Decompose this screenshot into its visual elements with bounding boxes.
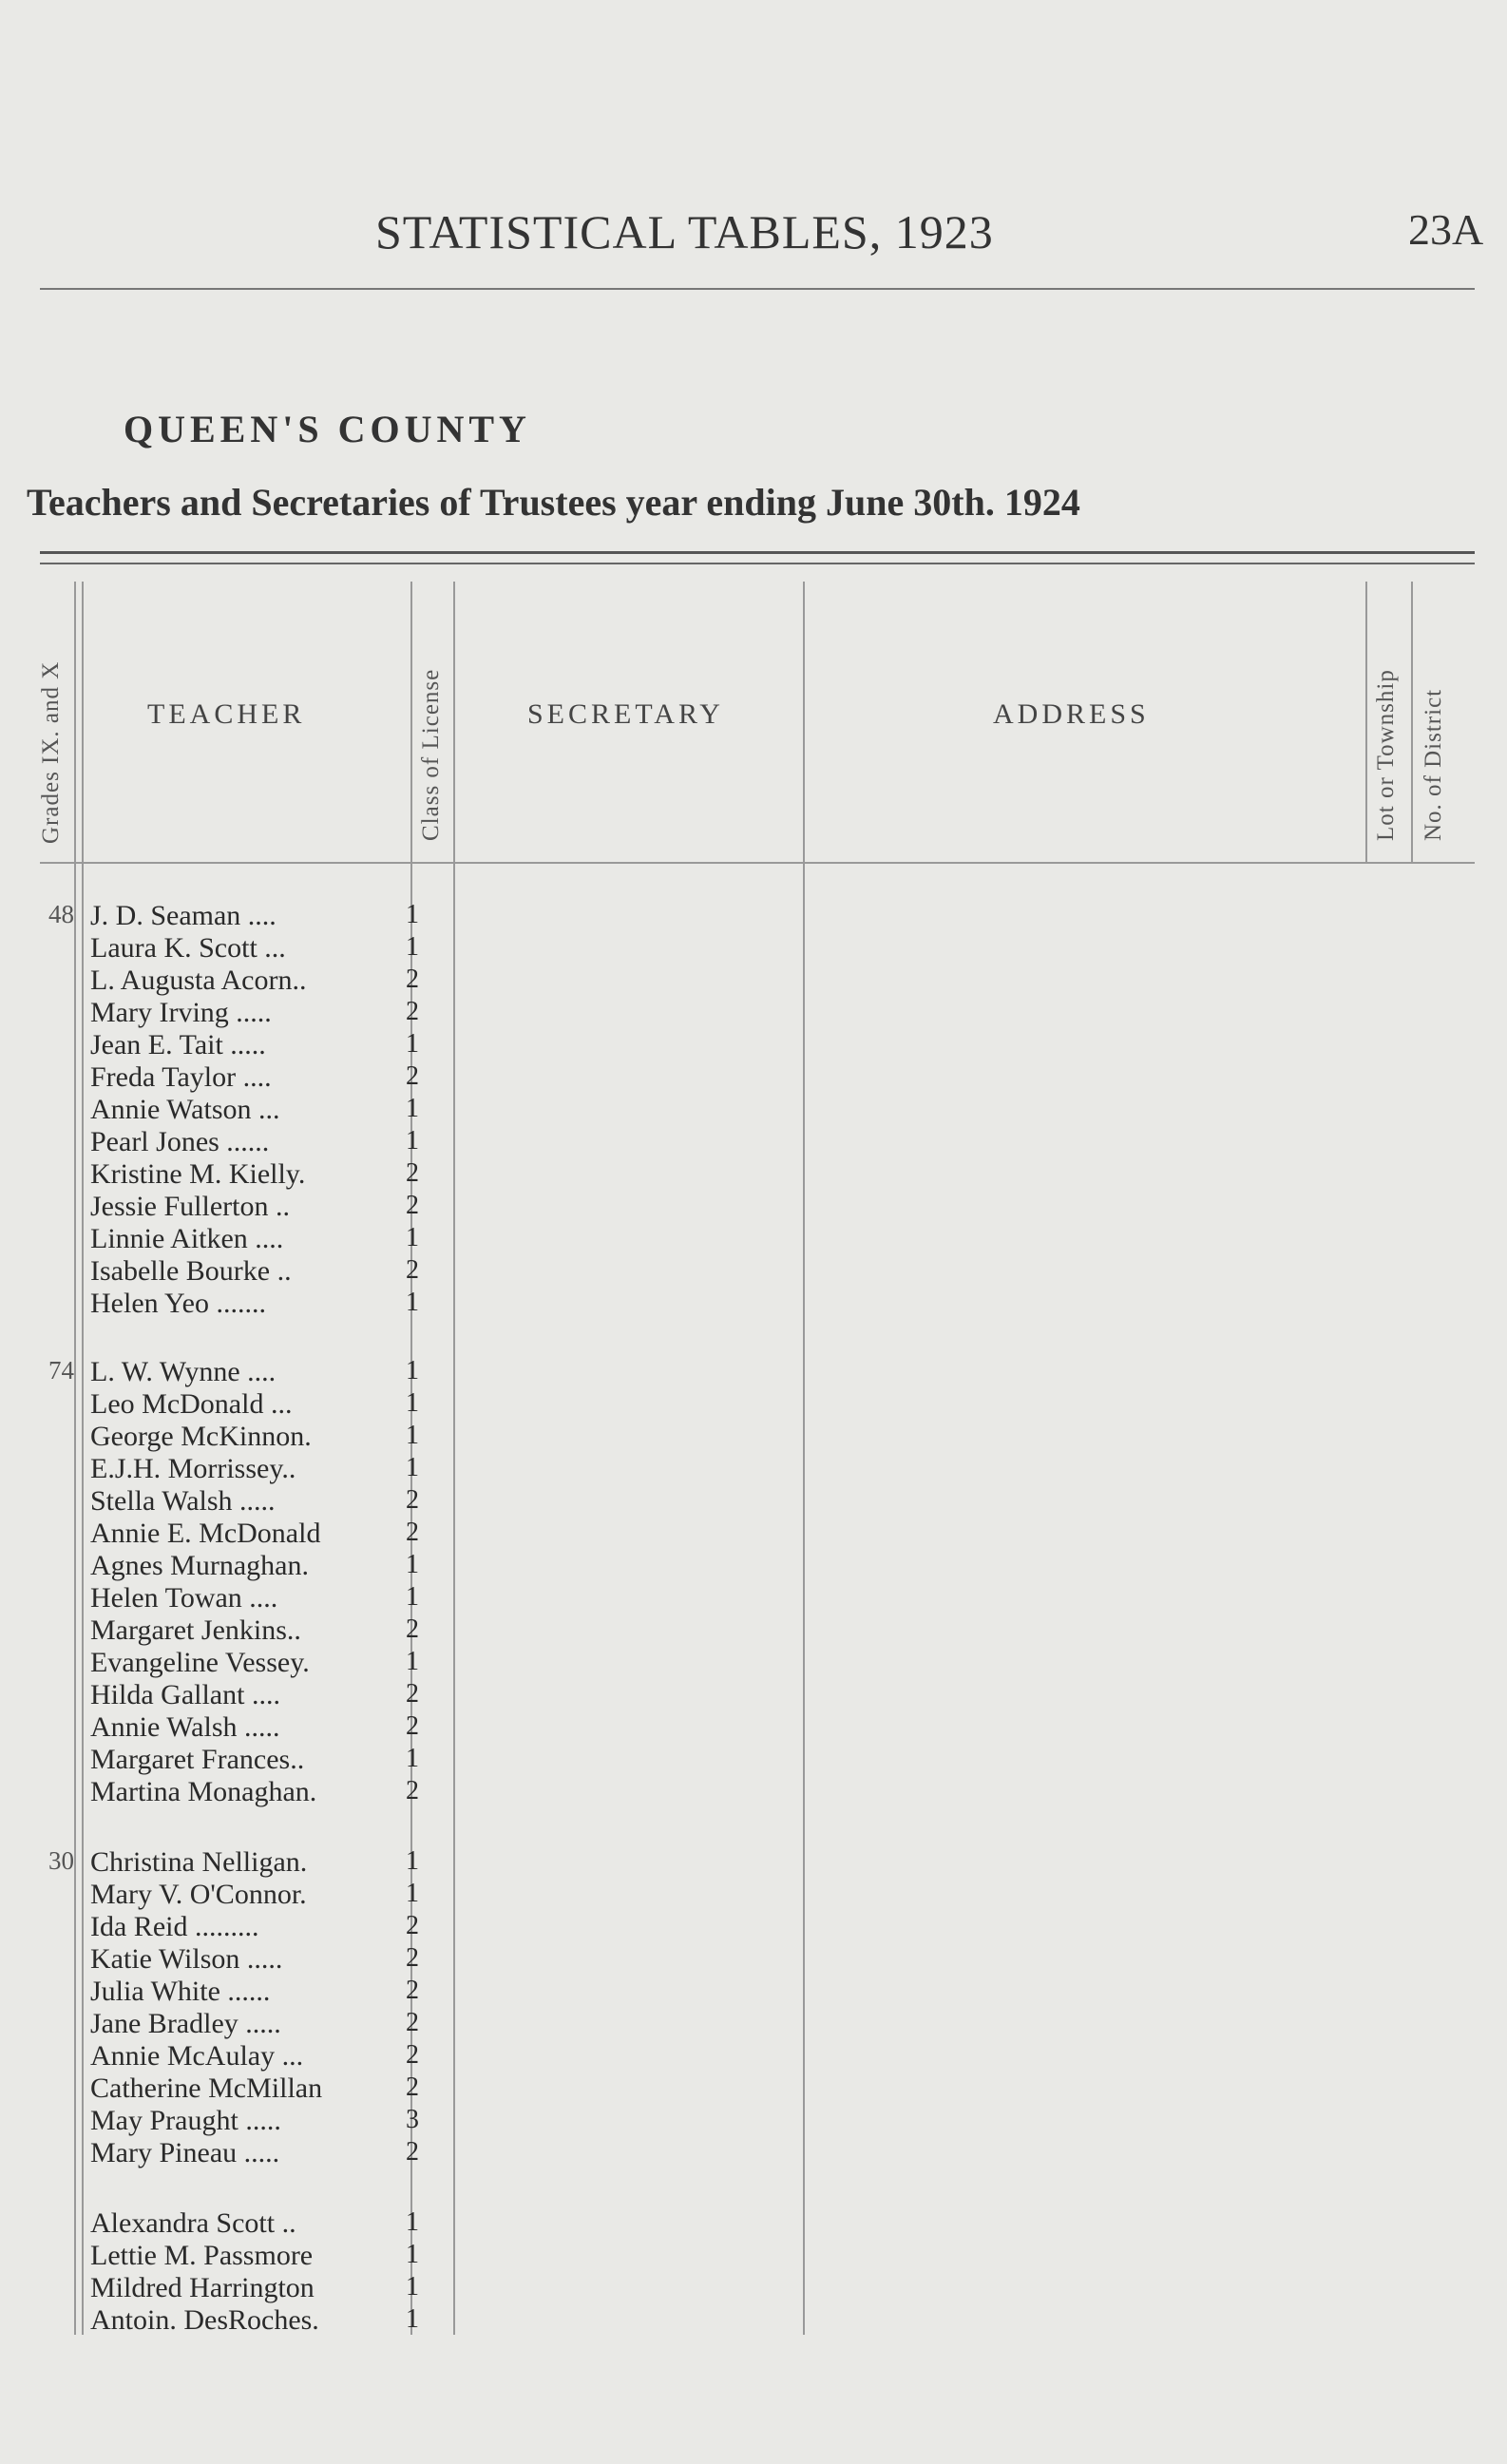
license-class: 2 (406, 1711, 419, 1741)
license-class: 2 (406, 1911, 419, 1940)
license-class: 2 (406, 1158, 419, 1188)
teacher-name: Christina Nelligan. (90, 1846, 308, 1878)
teacher-name: J. D. Seaman .... (90, 900, 277, 931)
teacher-name: Freda Taylor .... (90, 1061, 272, 1093)
teacher-name: Ida Reid ......... (90, 1911, 259, 1942)
teacher-name: Helen Yeo ....... (90, 1288, 266, 1319)
address-column-header: ADDRESS (993, 698, 1150, 730)
license-class: 1 (406, 1550, 419, 1579)
license-class: 1 (406, 1029, 419, 1059)
license-class: 2 (406, 1255, 419, 1285)
license-class: 2 (406, 1518, 419, 1547)
grade-column-divider (74, 582, 76, 2335)
license-class: 1 (406, 1421, 419, 1450)
teacher-name: Antoin. DesRoches. (90, 2304, 319, 2336)
teacher-name: Katie Wilson ..... (90, 1943, 283, 1975)
license-class: 1 (406, 2272, 419, 2302)
table-top-rule-inner (40, 563, 1475, 564)
license-class: 1 (406, 1744, 419, 1773)
header-bottom-rule (40, 862, 1475, 864)
license-class: 3 (406, 2105, 419, 2134)
license-class: 1 (406, 1356, 419, 1385)
teacher-name: L. Augusta Acorn.. (90, 965, 307, 996)
license-class: 2 (406, 1943, 419, 1973)
license-class: 2 (406, 1485, 419, 1515)
teacher-name: Lettie M. Passmore (90, 2240, 314, 2271)
license-class: 2 (406, 1679, 419, 1709)
teacher-name: Margaret Jenkins.. (90, 1614, 301, 1646)
license-class: 1 (406, 2304, 419, 2334)
license-class: 2 (406, 1191, 419, 1220)
license-class: 1 (406, 932, 419, 962)
license-class: 2 (406, 2008, 419, 2037)
teacher-name: E.J.H. Morrissey.. (90, 1453, 296, 1484)
license-class: 2 (406, 2040, 419, 2070)
teacher-name: Mary V. O'Connor. (90, 1879, 307, 1910)
license-class: 1 (406, 1288, 419, 1317)
teacher-name: Alexandra Scott .. (90, 2207, 296, 2239)
county-title: QUEEN'S COUNTY (124, 408, 531, 450)
teacher-name: Jessie Fullerton .. (90, 1191, 290, 1222)
license-class: 2 (406, 1976, 419, 2005)
teacher-name: Mildred Harrington (90, 2272, 315, 2303)
teacher-name: Agnes Murnaghan. (90, 1550, 309, 1581)
teacher-name: Jane Bradley ..... (90, 2008, 281, 2039)
page-header-title: STATISTICAL TABLES, 1923 (375, 205, 994, 258)
teacher-name: May Praught ..... (90, 2105, 281, 2136)
teacher-name: Annie McAulay ... (90, 2040, 304, 2072)
teacher-name: L. W. Wynne .... (90, 1356, 277, 1387)
license-class: 1 (406, 1582, 419, 1612)
teacher-name: Stella Walsh ..... (90, 1485, 276, 1517)
grades-column-header: Grades IX. and X (38, 660, 64, 844)
teacher-name: Annie Watson ... (90, 1094, 280, 1125)
teacher-name: Annie E. McDonald (90, 1518, 321, 1549)
grade-column-divider-double (82, 582, 84, 2335)
teacher-name: Laura K. Scott ... (90, 932, 286, 964)
secretary-column-header: SECRETARY (527, 698, 724, 730)
license-class: 1 (406, 1647, 419, 1676)
lot-column-divider (1411, 582, 1413, 862)
license-class: 1 (406, 2207, 419, 2237)
teacher-column-header: TEACHER (147, 698, 306, 730)
license-class: 1 (406, 1223, 419, 1252)
header-rule (40, 288, 1475, 290)
license-class: 1 (406, 1453, 419, 1482)
teacher-name: Linnie Aitken .... (90, 1223, 284, 1254)
lot-or-township-column-header: Lot or Township (1373, 669, 1399, 841)
teacher-name: Mary Pineau ..... (90, 2137, 280, 2168)
teacher-name: Margaret Frances.. (90, 1744, 305, 1775)
license-class: 2 (406, 1776, 419, 1805)
table-subtitle: Teachers and Secretaries of Trustees year ending June 30th. 1924 (27, 481, 1080, 524)
secretary-column-divider (803, 582, 805, 2335)
grade-count: 30 (48, 1846, 74, 1875)
teacher-name: Kristine M. Kielly. (90, 1158, 306, 1190)
teacher-name: Evangeline Vessey. (90, 1647, 310, 1678)
license-class: 1 (406, 1846, 419, 1876)
teacher-name: Isabelle Bourke .. (90, 1255, 292, 1287)
license-class: 2 (406, 997, 419, 1026)
license-class: 1 (406, 2240, 419, 2269)
license-class: 1 (406, 1388, 419, 1418)
district-number-column-header: No. of District (1421, 688, 1446, 841)
license-class: 1 (406, 1126, 419, 1156)
teacher-name: Annie Walsh ..... (90, 1711, 280, 1743)
teacher-name: Pearl Jones ...... (90, 1126, 270, 1157)
license-class: 2 (406, 1061, 419, 1091)
teacher-name: Leo McDonald ... (90, 1388, 293, 1420)
teacher-name: Mary Irving ..... (90, 997, 272, 1028)
teacher-name: Martina Monaghan. (90, 1776, 317, 1807)
license-class: 2 (406, 2137, 419, 2167)
teacher-name: Hilda Gallant .... (90, 1679, 280, 1710)
teacher-name: George McKinnon. (90, 1421, 312, 1452)
table-top-rule (40, 551, 1475, 554)
license-class: 1 (406, 1879, 419, 1908)
address-column-divider (1365, 582, 1367, 862)
license-class: 1 (406, 1094, 419, 1123)
license-class: 2 (406, 2072, 419, 2102)
teacher-name: Catherine McMillan (90, 2072, 323, 2104)
teacher-name: Helen Towan .... (90, 1582, 278, 1614)
page-number: 23A (1408, 205, 1484, 254)
license-class: 2 (406, 1614, 419, 1644)
license-class: 1 (406, 900, 419, 929)
grade-count: 74 (48, 1356, 74, 1385)
license-class: 2 (406, 965, 419, 994)
grade-count: 48 (48, 900, 74, 928)
teacher-name: Julia White ...... (90, 1976, 271, 2007)
teacher-name: Jean E. Tait ..... (90, 1029, 266, 1060)
class-of-license-column-header: Class of License (418, 668, 444, 841)
license-column-divider (453, 582, 455, 2335)
